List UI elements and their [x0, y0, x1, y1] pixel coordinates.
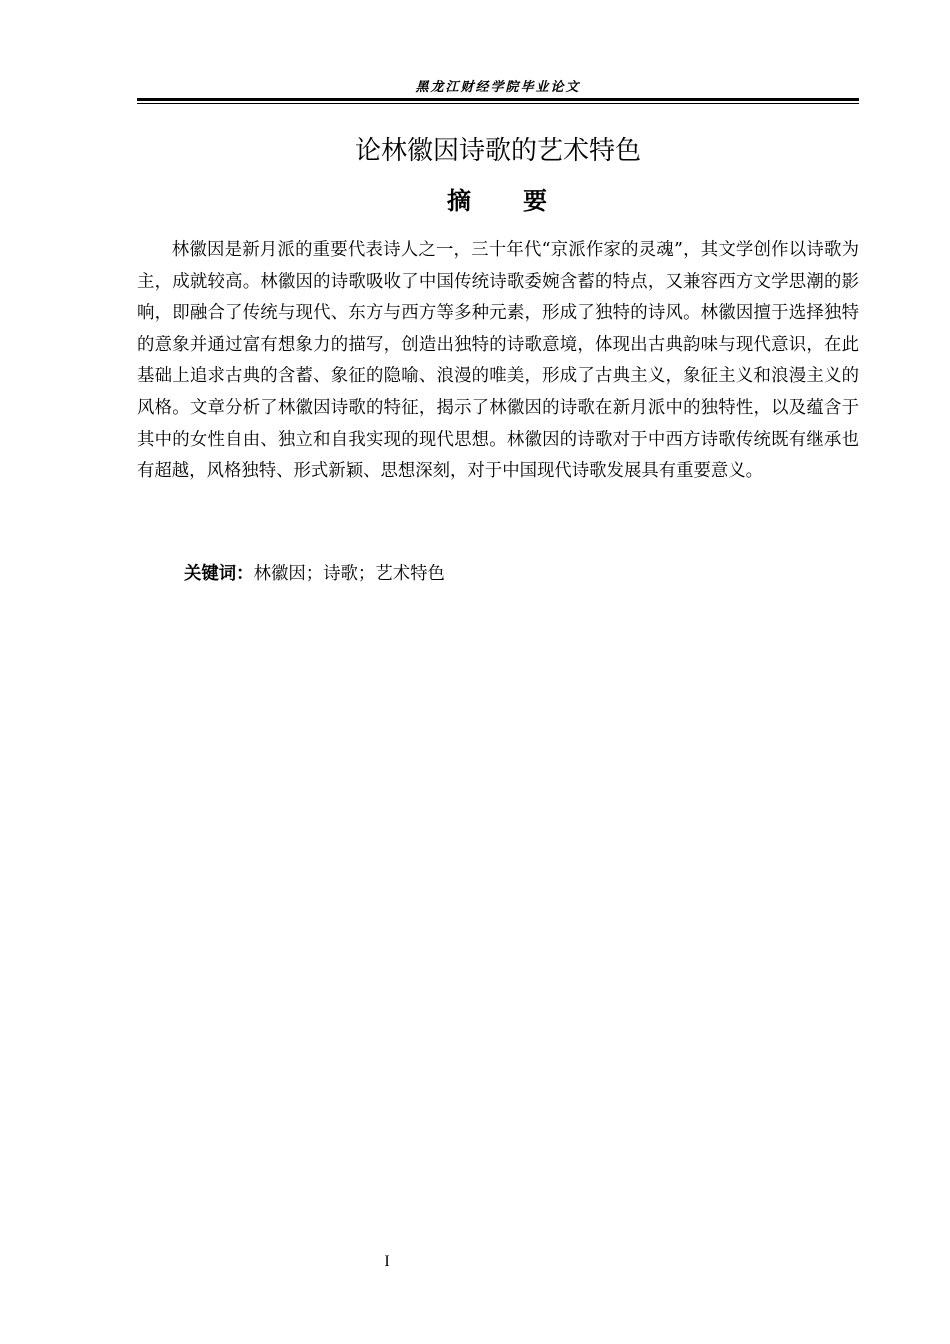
- keywords-value: 林徽因；诗歌；艺术特色: [253, 564, 445, 584]
- page-number: I: [384, 1253, 390, 1270]
- abstract-heading-right: 要: [523, 187, 549, 215]
- paper-title: 论林徽因诗歌的艺术特色: [354, 136, 641, 166]
- keywords-label: 关键词：: [184, 564, 254, 584]
- abstract-heading: [137, 184, 859, 218]
- running-header: 黑龙江财经学院毕业论文: [415, 80, 581, 95]
- keywords-line: [184, 560, 445, 588]
- abstract-body: 林徽因是新月派的重要代表诗人之一，三十年代“京派作家的灵魂”，其文学创作以诗歌为主，成就较高。林徽因的诗歌吸收了中国传统诗歌委婉含蓄的特点，又兼容西方文学思潮的影响，即融合了传统与现代、东方与西方等多种元素，形成了独特的诗风。林徽因擅于选择独特的意象并通过富有想象力的描写，创造出独特的诗歌意境，体现出古典韵味与现代意识，在此基础上追求古典的含蓄、象征的隐喻、浪漫的唯美，形成了古典主义，象征主义和浪漫主义的风格。文章分析了林徽因诗歌的特征，揭示了林徽因的诗歌在新月派中的独特性，以及蕴含于其中的女性自由、独立和自我实现的现代思想。林徽因的诗歌对于中西方诗歌传统既有继承也有超越，风格独特、形式新颖、思想深刻，对于中国现代诗歌发展具有重要意义。: [137, 240, 859, 482]
- header-rule-thick: [137, 98, 859, 101]
- header-rule-thin: [137, 103, 859, 104]
- abstract-heading-left: 摘: [447, 187, 473, 215]
